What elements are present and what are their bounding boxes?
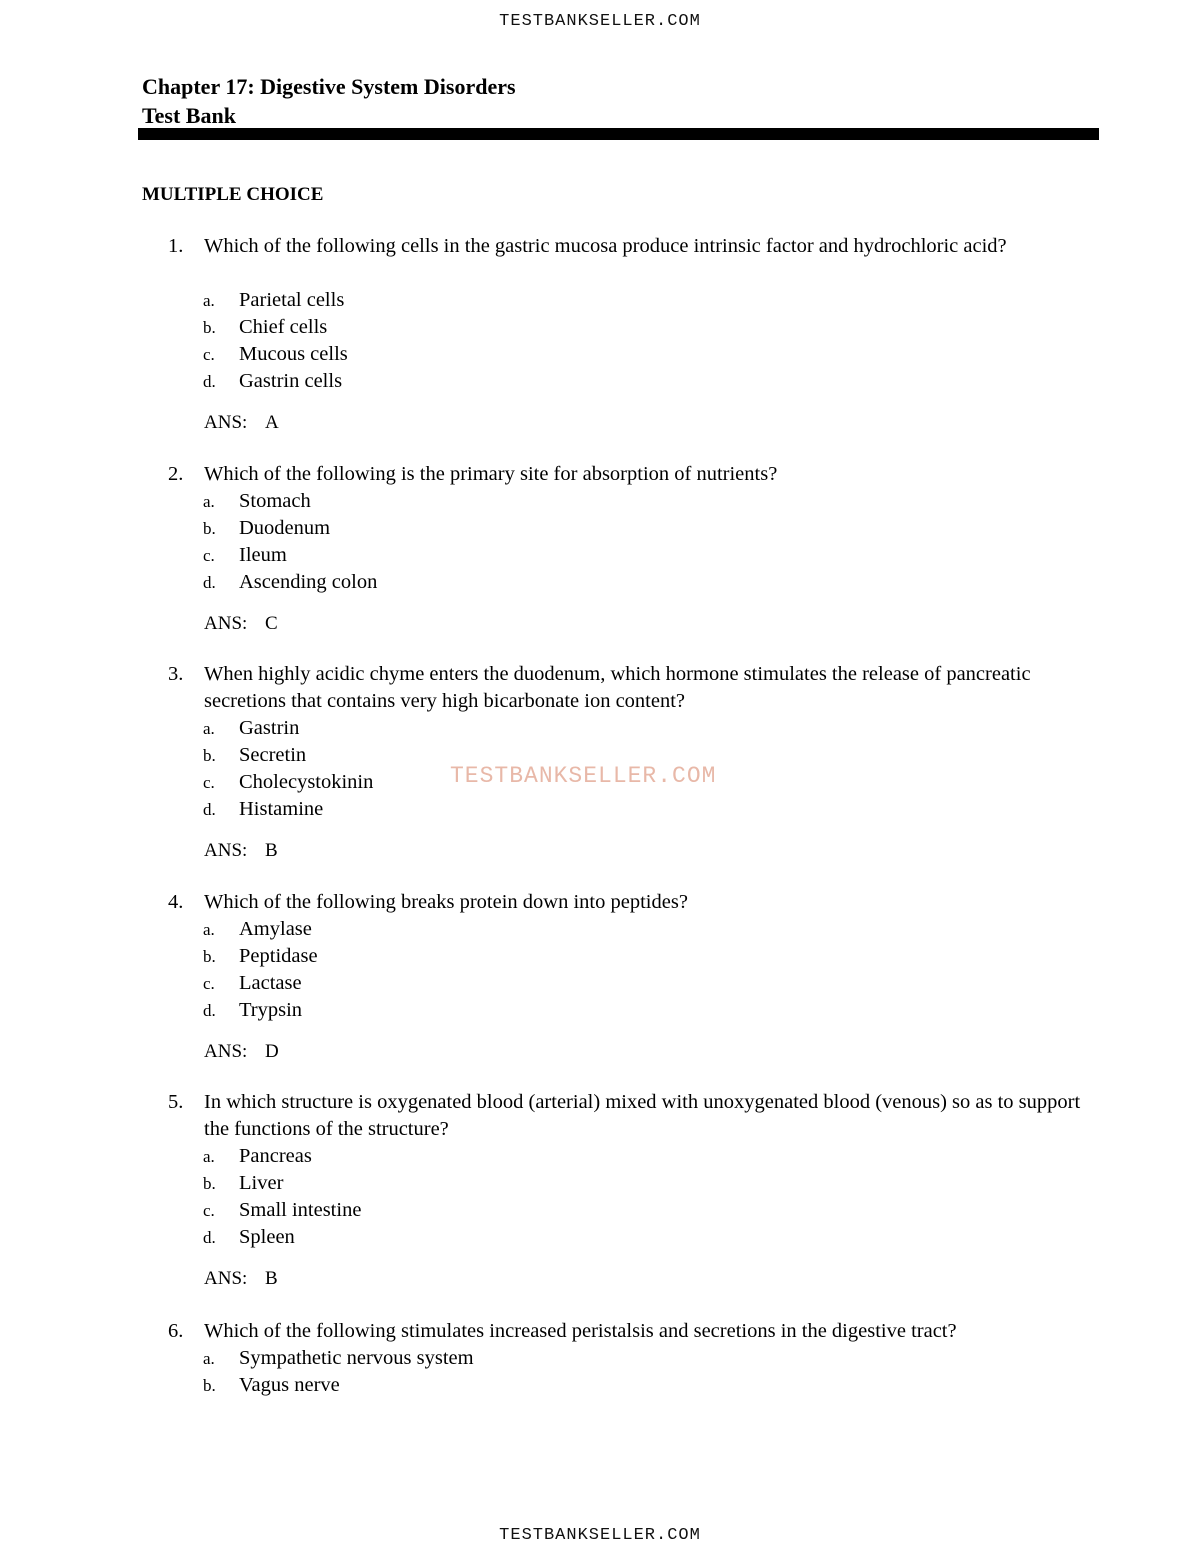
answer-key <box>0 610 1200 637</box>
answer-option <box>0 997 1200 1024</box>
option-text: Gastrin <box>239 717 300 739</box>
option-letter: d. <box>203 573 216 592</box>
answer-option <box>0 1372 1200 1399</box>
watermark-center: TESTBANKSELLER.COM <box>450 763 717 789</box>
answer-option <box>0 796 1200 823</box>
option-text: Peptidase <box>239 945 318 967</box>
question-number: 1. <box>168 235 184 257</box>
option-letter: d. <box>203 1001 216 1020</box>
question-number: 2. <box>168 463 184 485</box>
answer-option <box>0 368 1200 395</box>
option-letter: c. <box>203 345 215 364</box>
option-letter: d. <box>203 372 216 391</box>
option-text: Ascending colon <box>239 571 378 593</box>
option-text: Liver <box>239 1172 284 1194</box>
question-number: 4. <box>168 891 184 913</box>
option-text: Histamine <box>239 798 324 820</box>
answer-value: D <box>265 1041 279 1062</box>
option-letter: b. <box>203 746 216 765</box>
answer-option <box>0 341 1200 368</box>
question-number: 5. <box>168 1091 184 1113</box>
question-stem <box>0 1089 1200 1143</box>
question-text: Which of the following stimulates increased peristalsis and secretions in the digestive tract? <box>204 1320 957 1342</box>
answer-option <box>0 569 1200 596</box>
answer-label: ANS: <box>204 840 248 861</box>
answer-value: C <box>265 613 278 634</box>
question-stem <box>0 889 1200 916</box>
section-heading: MULTIPLE CHOICE <box>142 184 324 205</box>
answer-option <box>0 488 1200 515</box>
question-text: In which structure is oxygenated blood (arterial) mixed with unoxygenated blood (venous) so as to support the functions of the structure? <box>204 1091 1081 1140</box>
title-rule <box>138 128 1099 140</box>
question-2 <box>0 461 1200 637</box>
option-letter: a. <box>203 1147 215 1166</box>
option-letter: c. <box>203 1201 215 1220</box>
watermark-top: TESTBANKSELLER.COM <box>499 12 701 31</box>
answer-label: ANS: <box>204 1041 248 1062</box>
option-text: Gastrin cells <box>239 370 343 392</box>
option-letter: a. <box>203 920 215 939</box>
option-letter: b. <box>203 1376 216 1395</box>
answer-value: B <box>265 840 278 861</box>
answer-option <box>0 970 1200 997</box>
answer-option <box>0 1143 1200 1170</box>
question-stem <box>0 661 1200 715</box>
question-stem <box>0 233 1200 287</box>
option-text: Secretin <box>239 744 307 766</box>
option-text: Mucous cells <box>239 343 348 365</box>
option-letter: a. <box>203 291 215 310</box>
option-letter: d. <box>203 1228 216 1247</box>
answer-option <box>0 1224 1200 1251</box>
answer-label: ANS: <box>204 1268 248 1289</box>
option-text: Trypsin <box>239 999 303 1021</box>
question-4 <box>0 889 1200 1065</box>
option-letter: b. <box>203 947 216 966</box>
option-letter: d. <box>203 800 216 819</box>
question-number: 6. <box>168 1320 184 1342</box>
answer-key <box>0 409 1200 436</box>
option-text: Chief cells <box>239 316 328 338</box>
option-letter: b. <box>203 1174 216 1193</box>
answer-label: ANS: <box>204 613 248 634</box>
question-text: Which of the following is the primary site for absorption of nutrients? <box>204 463 778 485</box>
option-letter: c. <box>203 546 215 565</box>
answer-option <box>0 515 1200 542</box>
watermark-bottom: TESTBANKSELLER.COM <box>499 1526 701 1545</box>
answer-option <box>0 1197 1200 1224</box>
question-stem <box>0 1318 1200 1345</box>
option-text: Ileum <box>239 544 287 566</box>
answer-option <box>0 542 1200 569</box>
option-text: Lactase <box>239 972 302 994</box>
answer-value: A <box>265 412 279 433</box>
option-text: Parietal cells <box>239 289 345 311</box>
answer-option <box>0 314 1200 341</box>
option-letter: a. <box>203 719 215 738</box>
option-letter: c. <box>203 974 215 993</box>
option-text: Cholecystokinin <box>239 771 374 793</box>
answer-option <box>0 1170 1200 1197</box>
option-text: Pancreas <box>239 1145 312 1167</box>
answer-key <box>0 1038 1200 1065</box>
chapter-title: Chapter 17: Digestive System Disorders <box>142 74 516 99</box>
answer-option <box>0 1345 1200 1372</box>
answer-value: B <box>265 1268 278 1289</box>
answer-option <box>0 916 1200 943</box>
question-text: Which of the following breaks protein down into peptides? <box>204 891 688 913</box>
option-letter: a. <box>203 492 215 511</box>
answer-key <box>0 837 1200 864</box>
question-stem <box>0 461 1200 488</box>
option-text: Duodenum <box>239 517 331 539</box>
question-number: 3. <box>168 663 184 685</box>
option-text: Amylase <box>239 918 312 940</box>
question-6 <box>0 1318 1200 1399</box>
option-letter: b. <box>203 519 216 538</box>
question-text: Which of the following cells in the gastric mucosa produce intrinsic factor and hydrochloric acid? <box>204 235 1007 257</box>
option-text: Vagus nerve <box>239 1374 340 1396</box>
question-5 <box>0 1089 1200 1292</box>
document-subtitle: Test Bank <box>142 103 236 128</box>
option-text: Sympathetic nervous system <box>239 1347 474 1369</box>
answer-label: ANS: <box>204 412 248 433</box>
question-1 <box>0 233 1200 436</box>
answer-key <box>0 1265 1200 1292</box>
option-letter: b. <box>203 318 216 337</box>
option-letter: a. <box>203 1349 215 1368</box>
option-text: Stomach <box>239 490 311 512</box>
option-text: Spleen <box>239 1226 295 1248</box>
answer-option <box>0 943 1200 970</box>
option-text: Small intestine <box>239 1199 362 1221</box>
option-letter: c. <box>203 773 215 792</box>
answer-option <box>0 287 1200 314</box>
question-text: When highly acidic chyme enters the duodenum, which hormone stimulates the release of pancreatic secretions that contains very high bicarbonate ion content? <box>204 663 1031 712</box>
answer-option <box>0 715 1200 742</box>
